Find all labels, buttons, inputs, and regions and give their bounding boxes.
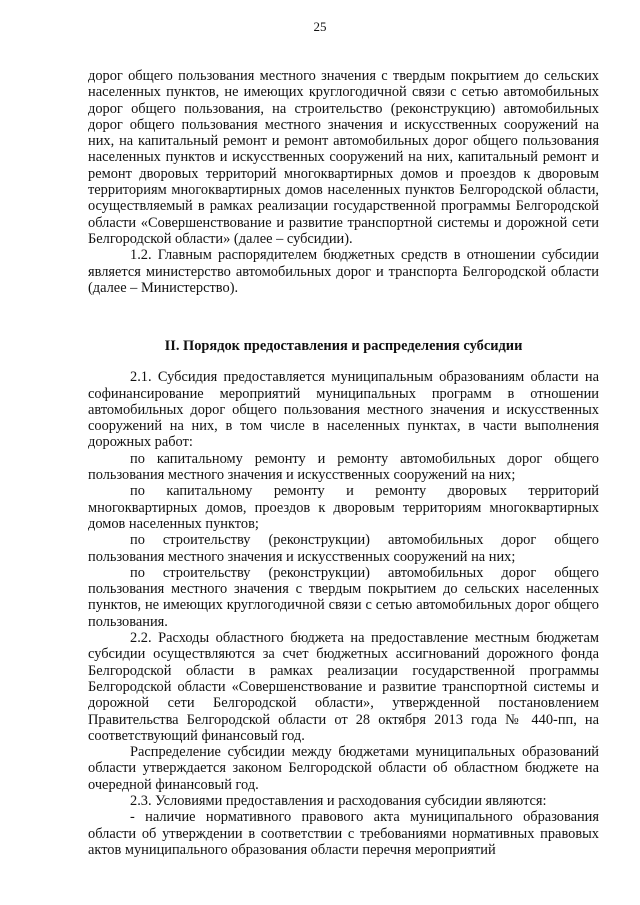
page-number: 25 xyxy=(313,19,327,34)
list-item: по капитальному ремонту и ремонту дворовых территорий многоквартирных домов, проездов к дворовым территориям многоквартирных домов населенных пунктов; xyxy=(88,483,599,532)
list-item: - наличие нормативного правового акта муниципального образования области об утверждении в соответствии с требованиями нормативных правовых актов муниципального образования области перечня мероприятий xyxy=(88,809,599,858)
list-item: по строительству (реконструкции) автомобильных дорог общего пользования местного значения с твердым покрытием до сельских населенных пунктов, не имеющих круглогодичной связи с сетью автомобильных дорог общего пользования. xyxy=(88,564,599,630)
intro-text xyxy=(88,68,599,296)
paragraph: 2.1. Субсидия предоставляется муниципальным образованиям области на софинансирование мероприятий муниципальных программ в отношении автомобильных дорог общего пользования местного значения и искусственных сооружений на них, в том числе в населенных пунктах, в части выполнения дорожных работ: xyxy=(88,369,599,451)
list-item: по капитальному ремонту и ремонту автомобильных дорог общего пользования местного значения и искусственных сооружений на них; xyxy=(88,450,599,484)
paragraph: 2.2. Расходы областного бюджета на предоставление местным бюджетам субсидии осуществляются за счет бюджетных ассигнований дорожного фонда Белгородской области в рамках реализации государственной программы Белгородской области «Совершенствование и развитие транспортной системы и дорожной сети Белгородской области», утвержденной постановлением Правительства Белгородской области от 28 октября 2013 года № 440-пп, на соответствующий финансовый год. xyxy=(88,630,599,744)
section-title: II. Порядок предоставления и распределения субсидии xyxy=(164,338,523,354)
paragraph: дорог общего пользования местного значения с твердым покрытием до сельских населенных пунктов, не имеющих круглогодичной связи с сетью автомобильных дорог общего пользования, на строительство (реконструкцию) автомобильных дорог общего пользования местного значения и искусственных сооружений на них, на капитальный ремонт и ремонт автомобильных дорог общего пользования населенных пунктов и искусственных сооружений на них, капитальный ремонт и ремонт дворовых территорий многоквартирных домов и проездов к дворовым территориям многоквартирных домов населенных пунктов Белгородской области, осуществляемый в рамках реализации государственной программы Белгородской области «Совершенствование и развитие транспортной системы и дорожной сети Белгородской области» (далее – субсидии). xyxy=(88,68,599,247)
section-2 xyxy=(88,322,599,858)
paragraph: 1.2. Главным распорядителем бюджетных средств в отношении субсидии является министерство автомобильных дорог и транспорта Белгородской области (далее – Министерство). xyxy=(88,247,599,296)
list-item: по строительству (реконструкции) автомобильных дорог общего пользования местного значения и искусственных сооружений на них; xyxy=(88,532,599,565)
paragraph: Распределение субсидии между бюджетами муниципальных образований области утверждается законом Белгородской области об областном бюджете на очередной финансовый год. xyxy=(88,744,599,793)
paragraph: 2.3. Условиями предоставления и расходования субсидии являются: xyxy=(130,793,547,810)
